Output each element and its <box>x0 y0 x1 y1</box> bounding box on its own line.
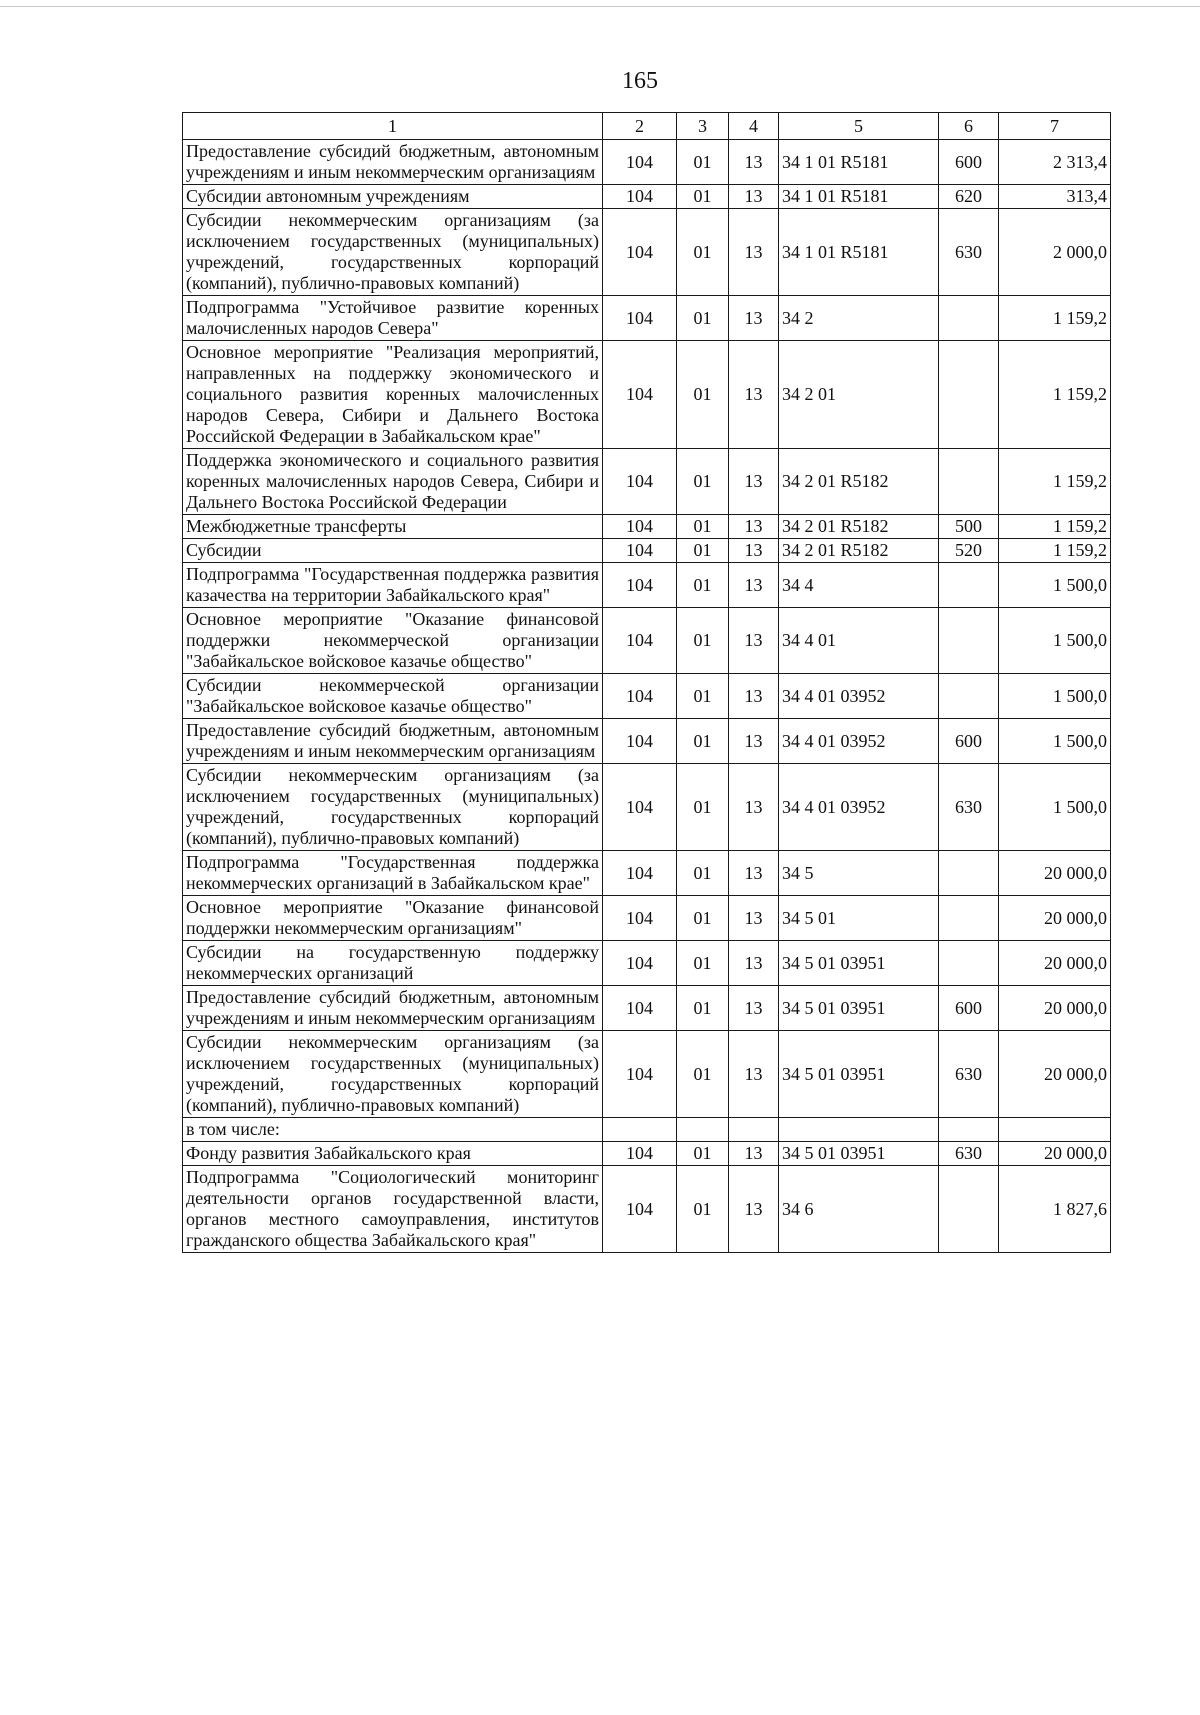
target-article-cell: 34 4 01 03952 <box>779 764 939 851</box>
expense-type-cell <box>939 296 999 341</box>
section-code-cell: 01 <box>677 941 729 986</box>
expense-type-cell: 630 <box>939 209 999 296</box>
item-name-cell: Субсидии на государственную поддержку некоммерческих организаций <box>183 941 603 986</box>
target-article-cell: 34 2 01 R5182 <box>779 449 939 515</box>
section-code-cell: 01 <box>677 209 729 296</box>
item-name-cell: Межбюджетные трансферты <box>183 515 603 539</box>
expense-type-cell: 630 <box>939 764 999 851</box>
ministry-code-cell: 104 <box>603 1031 677 1118</box>
table-row <box>183 1142 1111 1166</box>
amount-cell: 1 500,0 <box>999 719 1111 764</box>
target-article-cell: 34 2 <box>779 296 939 341</box>
expense-type-cell: 520 <box>939 539 999 563</box>
target-article-cell: 34 4 01 03952 <box>779 719 939 764</box>
section-code-cell: 01 <box>677 674 729 719</box>
subsection-code-cell: 13 <box>729 608 779 674</box>
section-code-cell: 01 <box>677 1142 729 1166</box>
column-header: 6 <box>939 113 999 140</box>
ministry-code-cell: 104 <box>603 539 677 563</box>
amount-cell: 1 159,2 <box>999 449 1111 515</box>
item-name-cell: Предоставление субсидий бюджетным, автономным учреждениям и иным некоммерческим организациям <box>183 719 603 764</box>
subsection-code-cell <box>729 1118 779 1142</box>
subsection-code-cell: 13 <box>729 539 779 563</box>
section-code-cell: 01 <box>677 563 729 608</box>
page-number: 165 <box>622 68 658 94</box>
table-row <box>183 1166 1111 1253</box>
expense-type-cell <box>939 1118 999 1142</box>
expense-type-cell <box>939 608 999 674</box>
target-article-cell: 34 1 01 R5181 <box>779 140 939 185</box>
subsection-code-cell: 13 <box>729 140 779 185</box>
section-code-cell: 01 <box>677 896 729 941</box>
expense-type-cell <box>939 341 999 449</box>
target-article-cell: 34 4 <box>779 563 939 608</box>
subsection-code-cell: 13 <box>729 1166 779 1253</box>
target-article-cell: 34 5 01 03951 <box>779 1142 939 1166</box>
item-name-cell: Субсидии некоммерческим организациям (за исключением государственных (муниципальных) учреждений, государственных корпораций (компаний), публично-правовых компаний) <box>183 764 603 851</box>
item-name-cell: Субсидии <box>183 539 603 563</box>
table-row <box>183 449 1111 515</box>
amount-cell: 1 159,2 <box>999 539 1111 563</box>
top-border-line <box>0 6 1200 7</box>
column-header: 2 <box>603 113 677 140</box>
section-code-cell: 01 <box>677 1031 729 1118</box>
ministry-code-cell: 104 <box>603 515 677 539</box>
item-name-cell: в том числе: <box>183 1118 603 1142</box>
amount-cell: 1 159,2 <box>999 515 1111 539</box>
ministry-code-cell <box>603 1118 677 1142</box>
expense-type-cell <box>939 941 999 986</box>
ministry-code-cell: 104 <box>603 719 677 764</box>
amount-cell: 1 500,0 <box>999 563 1111 608</box>
table-row <box>183 209 1111 296</box>
expense-type-cell: 600 <box>939 719 999 764</box>
target-article-cell: 34 5 01 <box>779 896 939 941</box>
target-article-cell: 34 5 <box>779 851 939 896</box>
target-article-cell: 34 2 01 R5182 <box>779 515 939 539</box>
target-article-cell: 34 5 01 03951 <box>779 986 939 1031</box>
item-name-cell: Основное мероприятие "Оказание финансовой поддержки некоммерческой организации "Забайкальское войсковое казачье общество" <box>183 608 603 674</box>
ministry-code-cell: 104 <box>603 896 677 941</box>
table-row <box>183 185 1111 209</box>
subsection-code-cell: 13 <box>729 296 779 341</box>
amount-cell: 1 159,2 <box>999 296 1111 341</box>
subsection-code-cell: 13 <box>729 764 779 851</box>
expense-type-cell <box>939 851 999 896</box>
ministry-code-cell: 104 <box>603 941 677 986</box>
table-row <box>183 140 1111 185</box>
expense-type-cell: 600 <box>939 140 999 185</box>
ministry-code-cell: 104 <box>603 449 677 515</box>
item-name-cell: Субсидии некоммерческой организации "Забайкальское войсковое казачье общество" <box>183 674 603 719</box>
section-code-cell: 01 <box>677 719 729 764</box>
section-code-cell: 01 <box>677 296 729 341</box>
expense-type-cell: 620 <box>939 185 999 209</box>
subsection-code-cell: 13 <box>729 674 779 719</box>
column-header: 3 <box>677 113 729 140</box>
amount-cell: 20 000,0 <box>999 1031 1111 1118</box>
section-code-cell: 01 <box>677 608 729 674</box>
expense-type-cell: 500 <box>939 515 999 539</box>
section-code-cell: 01 <box>677 986 729 1031</box>
expense-type-cell <box>939 563 999 608</box>
header-row <box>183 113 1111 140</box>
amount-cell: 1 500,0 <box>999 764 1111 851</box>
target-article-cell: 34 6 <box>779 1166 939 1253</box>
column-header: 1 <box>183 113 603 140</box>
ministry-code-cell: 104 <box>603 1142 677 1166</box>
table-row <box>183 341 1111 449</box>
amount-cell: 20 000,0 <box>999 986 1111 1031</box>
subsection-code-cell: 13 <box>729 851 779 896</box>
expense-type-cell: 630 <box>939 1142 999 1166</box>
expense-type-cell <box>939 1166 999 1253</box>
ministry-code-cell: 104 <box>603 341 677 449</box>
section-code-cell: 01 <box>677 515 729 539</box>
ministry-code-cell: 104 <box>603 851 677 896</box>
column-header: 7 <box>999 113 1111 140</box>
ministry-code-cell: 104 <box>603 608 677 674</box>
item-name-cell: Основное мероприятие "Оказание финансовой поддержки некоммерческим организациям" <box>183 896 603 941</box>
expense-type-cell <box>939 449 999 515</box>
section-code-cell: 01 <box>677 140 729 185</box>
section-code-cell: 01 <box>677 449 729 515</box>
item-name-cell: Субсидии некоммерческим организациям (за исключением государственных (муниципальных) учреждений, государственных корпораций (компаний), публично-правовых компаний) <box>183 1031 603 1118</box>
amount-cell: 313,4 <box>999 185 1111 209</box>
subsection-code-cell: 13 <box>729 563 779 608</box>
target-article-cell: 34 5 01 03951 <box>779 941 939 986</box>
ministry-code-cell: 104 <box>603 296 677 341</box>
amount-cell: 20 000,0 <box>999 941 1111 986</box>
budget-table <box>182 112 1111 1253</box>
table-row <box>183 539 1111 563</box>
section-code-cell: 01 <box>677 185 729 209</box>
amount-cell: 20 000,0 <box>999 851 1111 896</box>
ministry-code-cell: 104 <box>603 140 677 185</box>
amount-cell: 2 313,4 <box>999 140 1111 185</box>
subsection-code-cell: 13 <box>729 986 779 1031</box>
table-row <box>183 296 1111 341</box>
section-code-cell <box>677 1118 729 1142</box>
target-article-cell: 34 4 01 <box>779 608 939 674</box>
item-name-cell: Предоставление субсидий бюджетным, автономным учреждениям и иным некоммерческим организациям <box>183 140 603 185</box>
table-row <box>183 515 1111 539</box>
table-row <box>183 1031 1111 1118</box>
subsection-code-cell: 13 <box>729 896 779 941</box>
table-row <box>183 851 1111 896</box>
table-row <box>183 608 1111 674</box>
item-name-cell: Субсидии некоммерческим организациям (за исключением государственных (муниципальных) учреждений, государственных корпораций (компаний), публично-правовых компаний) <box>183 209 603 296</box>
subsection-code-cell: 13 <box>729 209 779 296</box>
table-row <box>183 941 1111 986</box>
amount-cell: 20 000,0 <box>999 896 1111 941</box>
section-code-cell: 01 <box>677 539 729 563</box>
subsection-code-cell: 13 <box>729 341 779 449</box>
ministry-code-cell: 104 <box>603 674 677 719</box>
target-article-cell: 34 5 01 03951 <box>779 1031 939 1118</box>
item-name-cell: Предоставление субсидий бюджетным, автономным учреждениям и иным некоммерческим организациям <box>183 986 603 1031</box>
item-name-cell: Субсидии автономным учреждениям <box>183 185 603 209</box>
subsection-code-cell: 13 <box>729 1031 779 1118</box>
target-article-cell <box>779 1118 939 1142</box>
subsection-code-cell: 13 <box>729 1142 779 1166</box>
target-article-cell: 34 2 01 R5182 <box>779 539 939 563</box>
ministry-code-cell: 104 <box>603 185 677 209</box>
amount-cell: 1 827,6 <box>999 1166 1111 1253</box>
column-header: 5 <box>779 113 939 140</box>
target-article-cell: 34 2 01 <box>779 341 939 449</box>
item-name-cell: Поддержка экономического и социального развития коренных малочисленных народов Севера, Сибири и Дальнего Востока Российской Федерации <box>183 449 603 515</box>
ministry-code-cell: 104 <box>603 764 677 851</box>
amount-cell: 1 500,0 <box>999 674 1111 719</box>
target-article-cell: 34 4 01 03952 <box>779 674 939 719</box>
item-name-cell: Подпрограмма "Государственная поддержка развития казачества на территории Забайкальского края" <box>183 563 603 608</box>
ministry-code-cell: 104 <box>603 986 677 1031</box>
table-row <box>183 1118 1111 1142</box>
amount-cell: 1 159,2 <box>999 341 1111 449</box>
ministry-code-cell: 104 <box>603 1166 677 1253</box>
subsection-code-cell: 13 <box>729 515 779 539</box>
expense-type-cell <box>939 896 999 941</box>
amount-cell: 20 000,0 <box>999 1142 1111 1166</box>
item-name-cell: Подпрограмма "Социологический мониторинг деятельности органов государственной власти, органов местного самоуправления, институтов гражданского общества Забайкальского края" <box>183 1166 603 1253</box>
section-code-cell: 01 <box>677 341 729 449</box>
section-code-cell: 01 <box>677 764 729 851</box>
table-row <box>183 719 1111 764</box>
table-row <box>183 563 1111 608</box>
table-row <box>183 674 1111 719</box>
expense-type-cell: 630 <box>939 1031 999 1118</box>
expense-type-cell: 600 <box>939 986 999 1031</box>
target-article-cell: 34 1 01 R5181 <box>779 209 939 296</box>
table-row <box>183 764 1111 851</box>
expense-type-cell <box>939 674 999 719</box>
amount-cell: 1 500,0 <box>999 608 1111 674</box>
column-header: 4 <box>729 113 779 140</box>
subsection-code-cell: 13 <box>729 719 779 764</box>
section-code-cell: 01 <box>677 1166 729 1253</box>
ministry-code-cell: 104 <box>603 563 677 608</box>
target-article-cell: 34 1 01 R5181 <box>779 185 939 209</box>
table-row <box>183 986 1111 1031</box>
subsection-code-cell: 13 <box>729 449 779 515</box>
item-name-cell: Основное мероприятие "Реализация мероприятий, направленных на поддержку экономического и социального развития коренных малочисленных народов Севера, Сибири и Дальнего Востока Российской Федерации в Забайкальском крае" <box>183 341 603 449</box>
item-name-cell: Подпрограмма "Государственная поддержка некоммерческих организаций в Забайкальском крае" <box>183 851 603 896</box>
ministry-code-cell: 104 <box>603 209 677 296</box>
amount-cell <box>999 1118 1111 1142</box>
amount-cell: 2 000,0 <box>999 209 1111 296</box>
section-code-cell: 01 <box>677 851 729 896</box>
item-name-cell: Фонду развития Забайкальского края <box>183 1142 603 1166</box>
table-row <box>183 896 1111 941</box>
item-name-cell: Подпрограмма "Устойчивое развитие коренных малочисленных народов Севера" <box>183 296 603 341</box>
subsection-code-cell: 13 <box>729 941 779 986</box>
subsection-code-cell: 13 <box>729 185 779 209</box>
